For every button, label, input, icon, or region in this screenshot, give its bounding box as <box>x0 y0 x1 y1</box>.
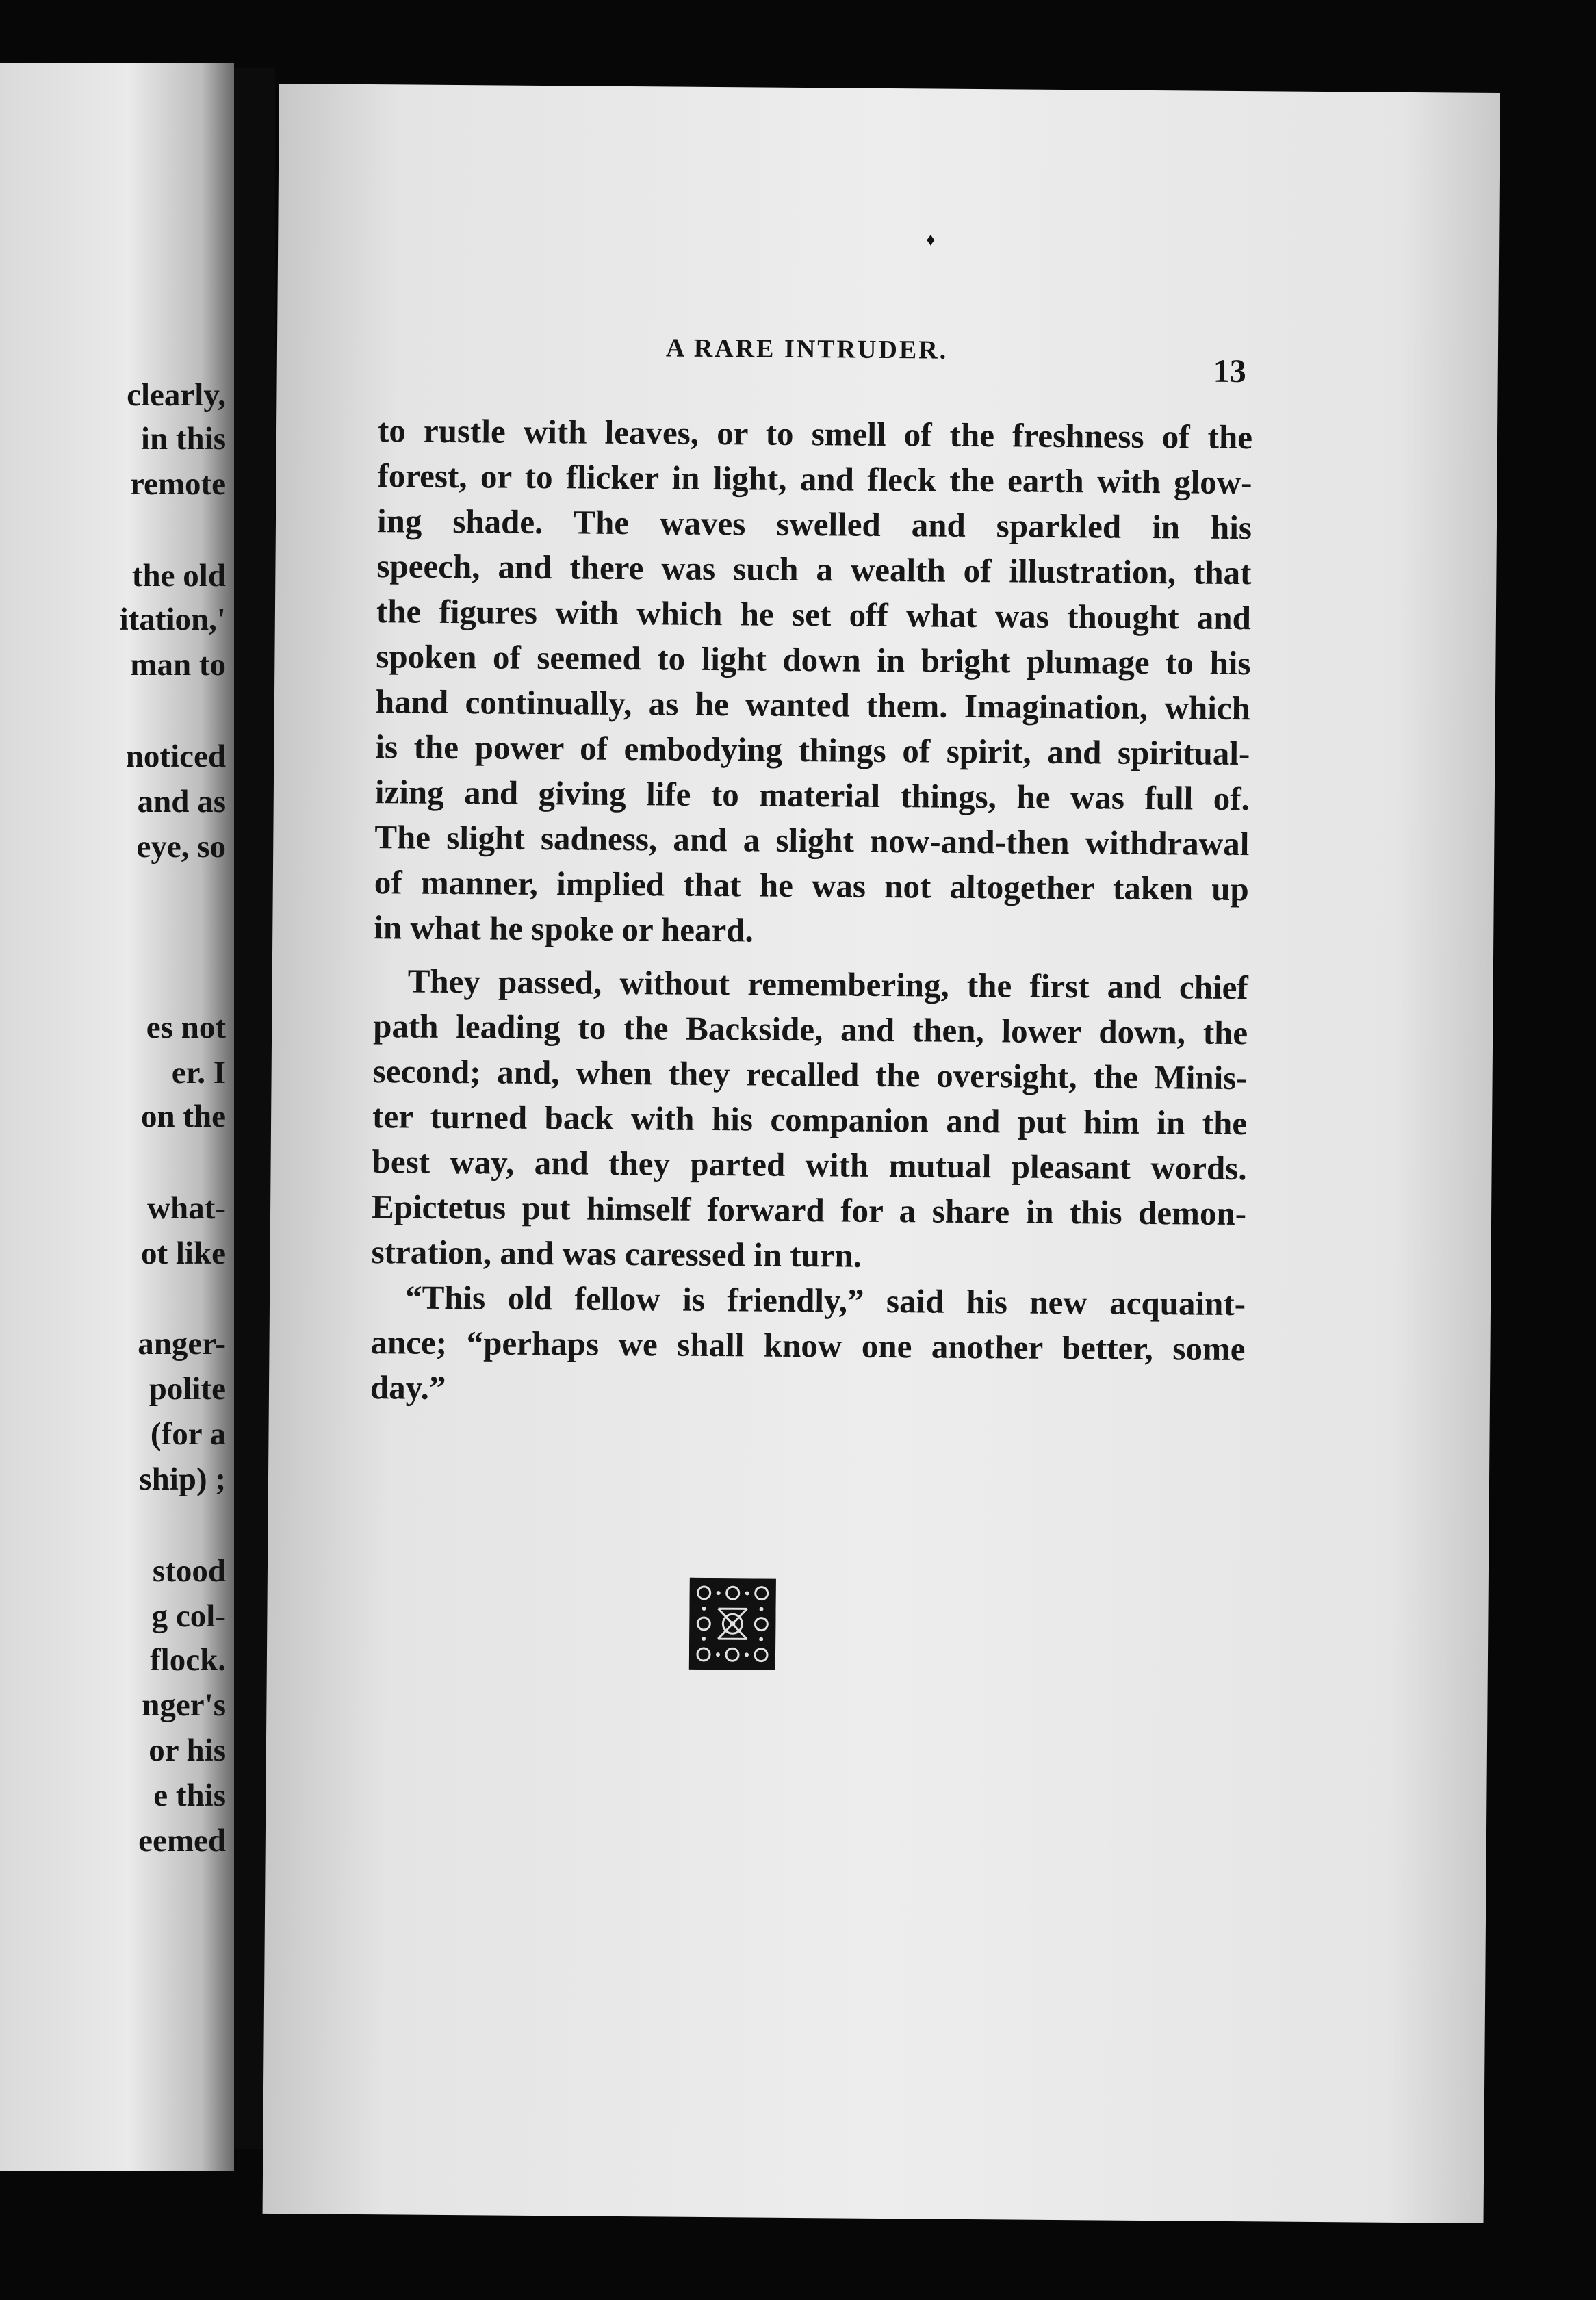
left-page-line: er. I <box>171 1055 226 1090</box>
paragraph-start-line: “This old fellow is friendly,” said his new acquaint- <box>404 1278 1246 1323</box>
left-page-line: ship) ; <box>139 1461 226 1497</box>
text-line: ing shade. The waves swelled and sparkled in his <box>376 502 1252 547</box>
text-line: ance; “perhaps we shall know one another better, some <box>370 1323 1246 1368</box>
left-page-line: noticed <box>125 739 226 774</box>
text-line: to rustle with leaves, or to smell of the freshness of the <box>377 411 1253 457</box>
left-page-line: anger- <box>138 1326 226 1362</box>
left-page-line: on the <box>140 1099 226 1134</box>
page-number: 13 <box>1213 353 1246 390</box>
text-line: is the power of embodying things of spirit, and spiritual- <box>375 728 1250 773</box>
left-page-line: clearly, <box>127 377 226 413</box>
paragraph-end-line: in what he spoke or heard. <box>374 908 754 949</box>
text-line: path leading to the Backside, and then, lower down, the <box>372 1007 1248 1052</box>
left-page-line: g col- <box>151 1598 226 1634</box>
text-line: spoken of seemed to light down in bright plumage to his <box>376 637 1251 682</box>
left-page-line: stood <box>152 1553 226 1589</box>
text-line: of manner, implied that he was not altogether taken up <box>374 863 1250 908</box>
left-page-line: itation,' <box>119 602 226 637</box>
left-page-line: e this <box>153 1778 226 1813</box>
left-page-line: nger's <box>142 1687 226 1723</box>
text-line: ter turned back with his companion and put him in the <box>372 1097 1248 1142</box>
left-page <box>0 63 234 2171</box>
left-page-line: the old <box>131 558 226 593</box>
text-line: forest, or to flicker in light, and fleck the earth with glow- <box>377 457 1252 502</box>
text-line: Epictetus put himself forward for a share in this demon- <box>371 1188 1247 1233</box>
text-line: hand continually, as he wanted them. Imagination, which <box>375 682 1251 728</box>
text-line: best way, and they parted with mutual pleasant words. <box>372 1142 1247 1188</box>
left-page-line: and as <box>137 784 226 819</box>
text-line: second; and, when they recalled the oversight, the Minis- <box>372 1052 1248 1097</box>
left-page-line: es not <box>146 1010 226 1045</box>
paragraph-start-line: They passed, without remembering, the first and chief <box>407 962 1248 1007</box>
left-page-line: ot like <box>140 1236 226 1271</box>
left-page-line: remote <box>129 466 226 502</box>
text-line: speech, and there was such a wealth of illustration, that <box>376 547 1252 592</box>
text-line: the figures with which he set off what was thought and <box>376 592 1252 637</box>
text-line: The slight sadness, and a slight now-and-then withdrawal <box>374 818 1250 863</box>
left-page-line: or his <box>149 1733 226 1768</box>
left-page-line: man to <box>130 647 226 682</box>
running-head: A RARE INTRUDER. <box>665 333 949 365</box>
left-page-line: flock. <box>150 1642 226 1678</box>
left-page-line: what- <box>147 1190 226 1226</box>
paragraph-end-line: day.” <box>370 1368 446 1407</box>
left-page-line: polite <box>149 1371 226 1407</box>
text-line: izing and giving life to material things, he was full of. <box>374 773 1250 818</box>
left-page-line: (for a <box>150 1416 226 1452</box>
left-page-line: eye, so <box>136 829 226 865</box>
ornament-icon <box>689 1578 776 1670</box>
paragraph-end-line: stration, and was caressed in turn. <box>371 1233 862 1275</box>
right-page <box>263 84 1500 2223</box>
left-page-line: in this <box>140 421 226 457</box>
left-page-line: eemed <box>138 1823 226 1858</box>
page-top-mark: ♦ <box>926 229 936 250</box>
